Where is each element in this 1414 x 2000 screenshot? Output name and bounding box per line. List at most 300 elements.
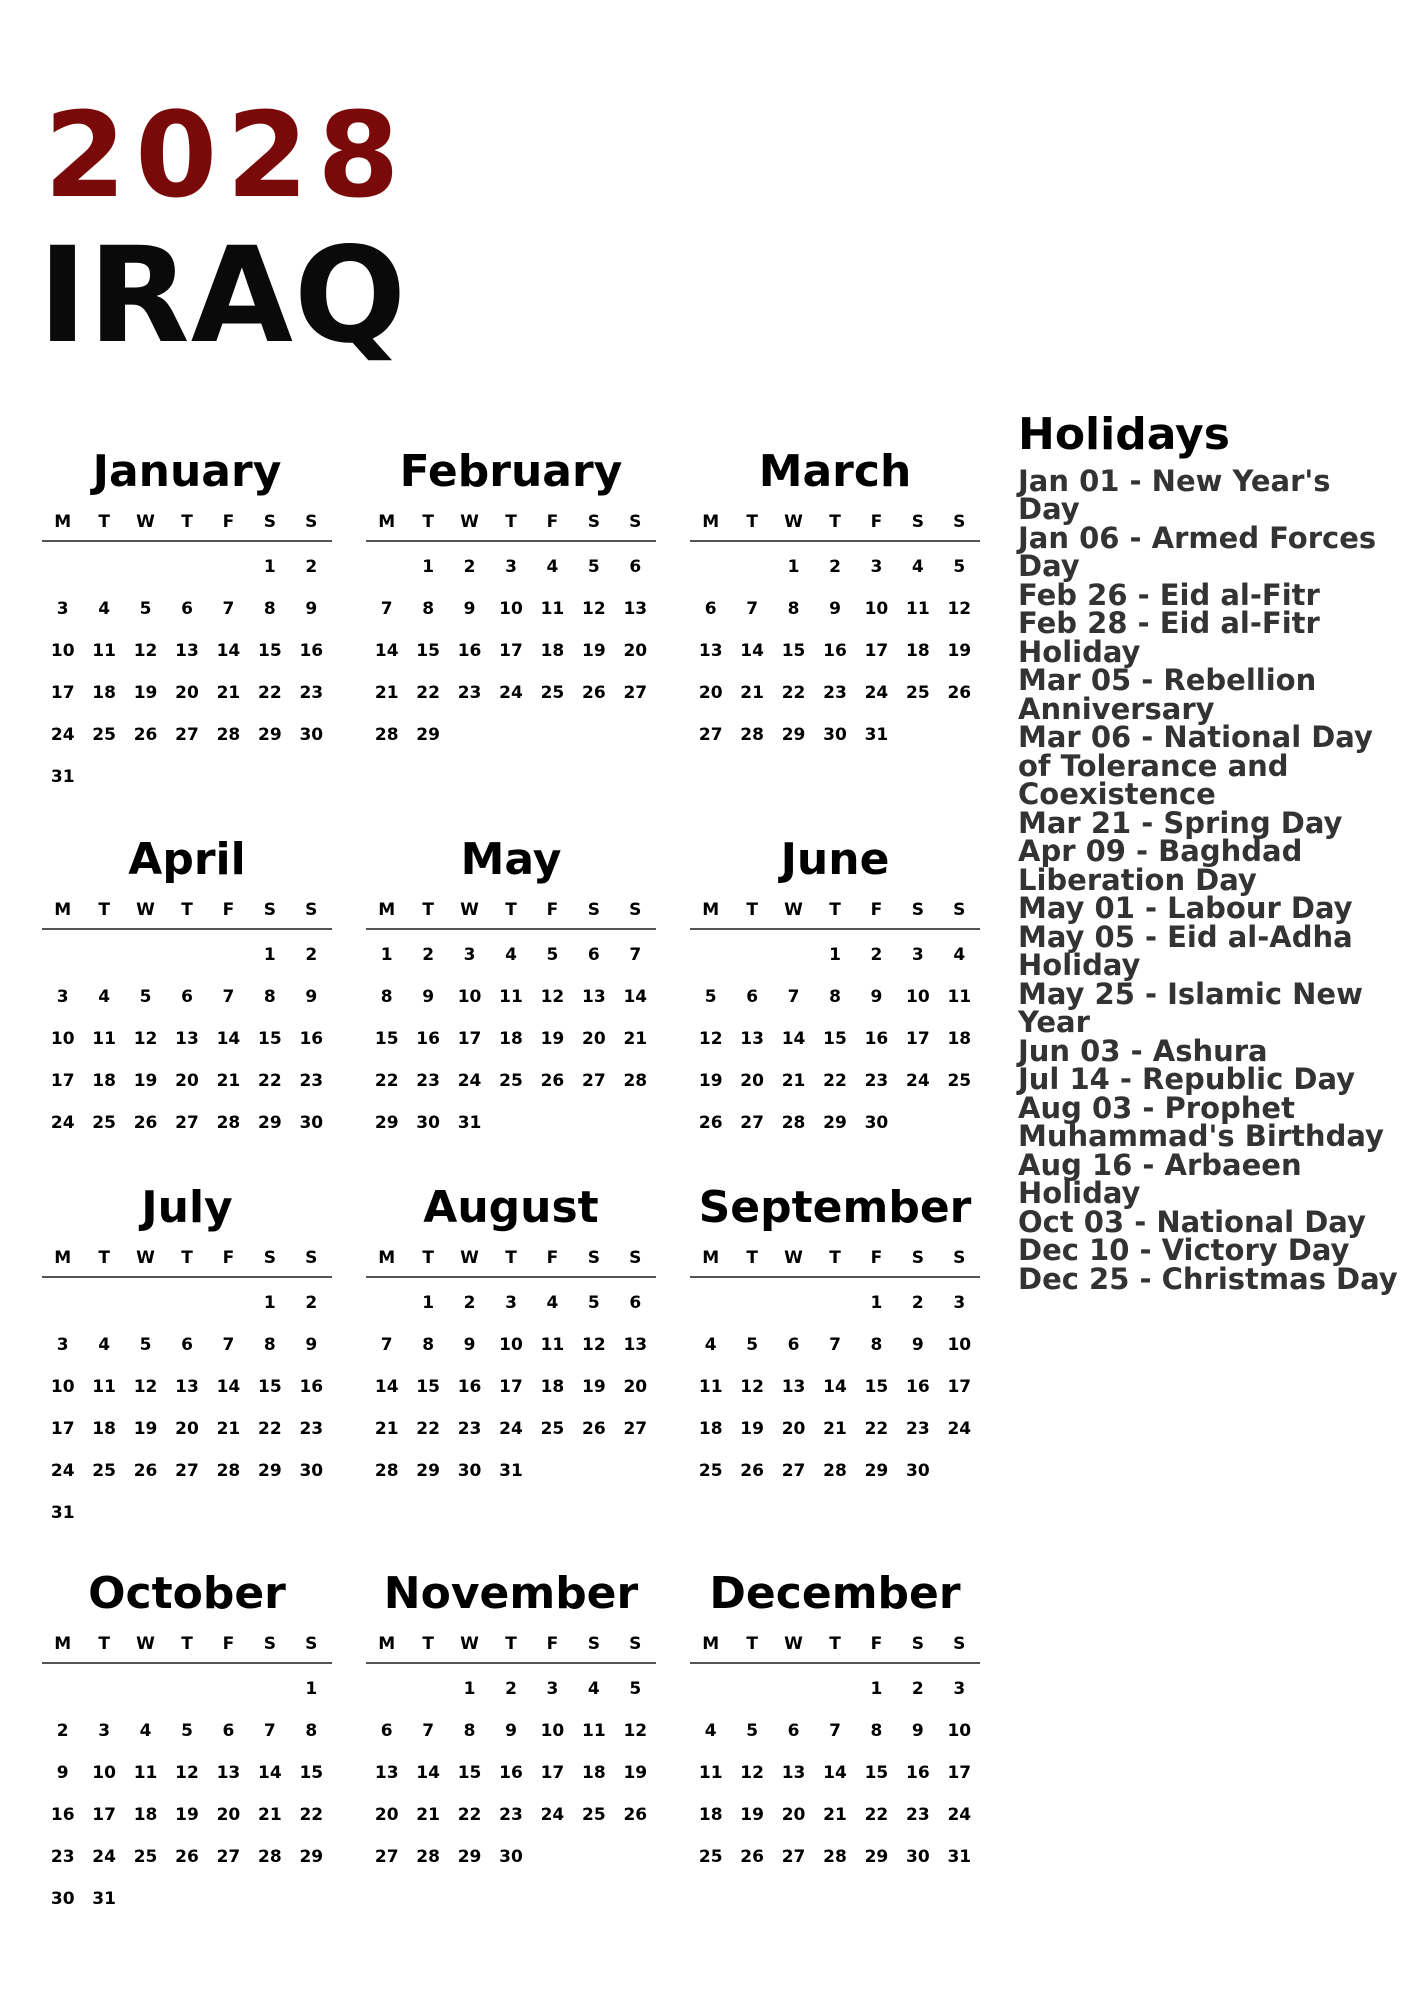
weekday-header: T: [829, 900, 841, 920]
weekday-header: W: [460, 512, 479, 532]
day-cell: 20: [175, 1419, 199, 1439]
weekday-header: F: [546, 1634, 559, 1654]
day-cell: 13: [175, 1377, 199, 1397]
weekday-header: T: [422, 900, 434, 920]
day-cell: 18: [582, 1763, 606, 1783]
empty-cell: [690, 1282, 731, 1324]
day-cell: 12: [698, 1029, 723, 1049]
day-cell: 8: [870, 1335, 883, 1355]
day-cell: 17: [92, 1805, 116, 1825]
day-cell: 2: [305, 557, 318, 577]
day-cell: 9: [829, 599, 841, 619]
day-cell: 4: [139, 1721, 152, 1741]
day-cell: 3: [56, 987, 69, 1007]
day-cell: 25: [133, 1847, 158, 1867]
day-grid: [42, 930, 332, 1144]
day-cell: 29: [258, 725, 282, 745]
weekday-header: F: [870, 1634, 883, 1654]
day-cell: 9: [305, 1335, 318, 1355]
weekday-header: S: [911, 1248, 924, 1268]
weekday-header: T: [181, 1634, 193, 1654]
day-cell: 9: [305, 599, 318, 619]
day-cell: 2: [463, 1293, 476, 1313]
day-cell: 27: [175, 725, 199, 745]
day-cell: 28: [740, 725, 764, 745]
day-cell: 11: [92, 641, 116, 661]
day-cell: 31: [499, 1461, 523, 1481]
day-cell: 3: [505, 1293, 517, 1313]
day-cell: 22: [864, 1419, 889, 1439]
day-cell: 27: [175, 1113, 199, 1133]
weekday-header: M: [702, 1248, 720, 1268]
day-cell: 22: [258, 683, 282, 703]
day-cell: 29: [823, 1113, 847, 1133]
day-cell: 21: [781, 1071, 806, 1091]
day-cell: 2: [870, 945, 883, 965]
day-cell: 16: [457, 641, 482, 661]
holiday-item: Jan 01 - New Year's Day: [1018, 463, 1331, 527]
day-cell: 20: [623, 1377, 648, 1397]
day-cell: 25: [92, 1461, 116, 1481]
day-cell: 16: [50, 1805, 75, 1825]
day-cell: 17: [50, 1419, 75, 1439]
empty-cell: [208, 1668, 249, 1710]
empty-cell: [166, 934, 207, 976]
weekday-header: W: [460, 1634, 479, 1654]
day-grid: [42, 1278, 332, 1534]
weekday-header: W: [784, 512, 803, 532]
day-cell: 19: [623, 1763, 648, 1783]
day-cell: 2: [305, 945, 318, 965]
day-cell: 16: [823, 641, 847, 661]
day-cell: 28: [823, 1461, 847, 1481]
empty-cell: [249, 1668, 290, 1710]
day-cell: 1: [870, 1293, 883, 1313]
day-cell: 18: [540, 1377, 565, 1397]
holiday-item: Aug 03 - Prophet Muhammad's Birthday: [1018, 1090, 1384, 1154]
holiday-item: Mar 05 - Rebellion Anniversary: [1018, 663, 1317, 726]
weekday-header-row: [690, 1626, 980, 1664]
day-cell: 14: [374, 1377, 399, 1397]
day-cell: 24: [499, 683, 523, 703]
day-cell: 5: [953, 557, 966, 577]
day-cell: 20: [740, 1071, 764, 1091]
weekday-header-row: [366, 504, 656, 542]
day-cell: 26: [175, 1847, 199, 1867]
day-cell: 7: [222, 599, 235, 619]
empty-cell: [690, 934, 731, 976]
weekday-header: F: [870, 1248, 883, 1268]
weekday-header: S: [263, 1248, 276, 1268]
empty-cell: [690, 546, 731, 588]
weekday-header: T: [181, 900, 193, 920]
weekday-header: F: [222, 900, 235, 920]
empty-cell: [125, 1668, 166, 1710]
day-cell: 18: [698, 1805, 723, 1825]
weekday-header: S: [587, 1248, 600, 1268]
day-cell: 15: [299, 1763, 324, 1783]
month-name: January: [92, 446, 282, 497]
holiday-item: Feb 26 - Eid al-Fitr: [1018, 577, 1320, 612]
weekday-header: S: [305, 900, 318, 920]
day-cell: 25: [499, 1071, 523, 1091]
day-cell: 28: [374, 1461, 399, 1481]
day-cell: 17: [947, 1377, 972, 1397]
month-name: September: [698, 1182, 972, 1233]
day-cell: 7: [829, 1335, 841, 1355]
day-cell: 10: [92, 1763, 116, 1783]
day-cell: 18: [947, 1029, 972, 1049]
day-cell: 15: [416, 641, 440, 661]
empty-cell: [731, 546, 772, 588]
weekday-header-row: [690, 892, 980, 930]
day-cell: 7: [787, 987, 800, 1007]
day-cell: 15: [457, 1763, 482, 1783]
day-cell: 11: [947, 987, 972, 1007]
day-cell: 8: [463, 1721, 476, 1741]
day-cell: 23: [299, 683, 324, 703]
empty-cell: [42, 1282, 83, 1324]
holiday-item: Jun 03 - Ashura: [1018, 1033, 1268, 1068]
day-cell: 10: [540, 1721, 565, 1741]
day-cell: 28: [216, 1113, 241, 1133]
day-cell: 25: [92, 725, 116, 745]
day-cell: 17: [947, 1763, 972, 1783]
day-cell: 6: [222, 1721, 235, 1741]
day-cell: 1: [829, 945, 841, 965]
day-grid: [690, 542, 980, 756]
day-cell: 4: [911, 557, 924, 577]
day-cell: 30: [864, 1113, 889, 1133]
weekday-header: M: [702, 900, 720, 920]
day-cell: 26: [582, 1419, 606, 1439]
day-grid: [42, 542, 332, 798]
day-cell: 4: [98, 987, 111, 1007]
day-cell: 9: [463, 599, 476, 619]
empty-cell: [366, 1282, 407, 1324]
month-january: [42, 440, 332, 798]
weekday-header: M: [54, 1634, 72, 1654]
day-cell: 25: [540, 683, 565, 703]
day-cell: 24: [906, 1071, 930, 1091]
day-cell: 19: [698, 1071, 723, 1091]
day-cell: 21: [416, 1805, 440, 1825]
day-cell: 27: [582, 1071, 606, 1091]
day-cell: 12: [740, 1377, 764, 1397]
day-cell: 13: [698, 641, 723, 661]
day-cell: 22: [258, 1071, 282, 1091]
empty-cell: [208, 546, 249, 588]
day-cell: 19: [133, 683, 158, 703]
day-cell: 15: [823, 1029, 847, 1049]
day-cell: 1: [870, 1679, 883, 1699]
day-cell: 15: [374, 1029, 399, 1049]
day-cell: 25: [947, 1071, 972, 1091]
day-cell: 23: [299, 1419, 324, 1439]
day-cell: 6: [629, 1293, 642, 1313]
day-cell: 12: [623, 1721, 648, 1741]
day-cell: 30: [416, 1113, 440, 1133]
day-grid: [366, 1664, 656, 1878]
day-cell: 11: [92, 1029, 116, 1049]
empty-cell: [773, 934, 814, 976]
day-cell: 30: [299, 1461, 324, 1481]
day-cell: 25: [92, 1113, 116, 1133]
day-cell: 18: [540, 641, 565, 661]
weekday-header: M: [378, 900, 396, 920]
day-cell: 6: [181, 987, 193, 1007]
day-cell: 2: [422, 945, 435, 965]
weekday-header: T: [505, 900, 517, 920]
day-cell: 20: [623, 641, 648, 661]
day-cell: 29: [416, 725, 440, 745]
weekday-header: W: [136, 512, 155, 532]
day-cell: 17: [457, 1029, 482, 1049]
day-cell: 6: [181, 599, 193, 619]
day-cell: 2: [56, 1721, 69, 1741]
day-cell: 21: [216, 1419, 241, 1439]
empty-cell: [366, 1668, 407, 1710]
month-name: February: [399, 446, 623, 497]
day-cell: 17: [50, 683, 75, 703]
day-cell: 13: [175, 1029, 199, 1049]
day-cell: 9: [911, 1721, 924, 1741]
day-grid: [366, 1278, 656, 1492]
day-cell: 1: [422, 557, 435, 577]
day-cell: 5: [746, 1721, 759, 1741]
day-cell: 12: [582, 599, 606, 619]
empty-cell: [166, 1668, 207, 1710]
weekday-header: F: [222, 512, 235, 532]
weekday-header-row: [42, 1240, 332, 1278]
day-cell: 18: [92, 1419, 116, 1439]
day-cell: 16: [457, 1377, 482, 1397]
day-cell: 5: [746, 1335, 759, 1355]
day-cell: 8: [787, 599, 800, 619]
day-cell: 15: [258, 1377, 282, 1397]
day-cell: 24: [50, 1113, 75, 1133]
empty-cell: [125, 1282, 166, 1324]
day-cell: 11: [499, 987, 523, 1007]
empty-cell: [690, 1668, 731, 1710]
day-cell: 14: [781, 1029, 806, 1049]
day-cell: 15: [781, 641, 806, 661]
day-cell: 19: [582, 641, 606, 661]
weekday-header: S: [587, 900, 600, 920]
day-cell: 15: [416, 1377, 440, 1397]
weekday-header: T: [505, 1248, 517, 1268]
day-cell: 13: [623, 599, 648, 619]
empty-cell: [731, 1668, 772, 1710]
day-cell: 9: [911, 1335, 924, 1355]
day-cell: 7: [263, 1721, 276, 1741]
holidays-panel: [1018, 409, 1398, 1296]
month-name: April: [128, 834, 246, 885]
weekday-header: T: [505, 1634, 517, 1654]
holiday-item: Jan 06 - Armed Forces Day: [1018, 520, 1377, 584]
holiday-item: Mar 21 - Spring Day: [1018, 805, 1343, 840]
day-cell: 9: [505, 1721, 517, 1741]
weekday-header: F: [546, 512, 559, 532]
day-cell: 27: [698, 725, 723, 745]
day-cell: 12: [540, 987, 565, 1007]
day-cell: 26: [698, 1113, 723, 1133]
day-cell: 13: [623, 1335, 648, 1355]
day-cell: 6: [787, 1721, 800, 1741]
weekday-header: F: [222, 1634, 235, 1654]
month-july: [42, 1176, 332, 1534]
day-cell: 30: [906, 1847, 930, 1867]
empty-cell: [42, 934, 83, 976]
day-cell: 7: [222, 1335, 235, 1355]
month-name: October: [88, 1568, 286, 1619]
day-cell: 23: [416, 1071, 440, 1091]
day-cell: 31: [947, 1847, 972, 1867]
empty-cell: [125, 546, 166, 588]
day-cell: 25: [582, 1805, 606, 1825]
day-cell: 20: [216, 1805, 241, 1825]
day-cell: 27: [216, 1847, 241, 1867]
day-cell: 26: [540, 1071, 565, 1091]
day-cell: 8: [263, 599, 276, 619]
day-cell: 3: [56, 1335, 69, 1355]
day-cell: 7: [222, 987, 235, 1007]
day-cell: 19: [540, 1029, 565, 1049]
weekday-header: S: [587, 1634, 600, 1654]
day-cell: 8: [829, 987, 841, 1007]
day-cell: 27: [781, 1847, 806, 1867]
day-cell: 6: [587, 945, 600, 965]
empty-cell: [83, 934, 124, 976]
day-cell: 23: [299, 1071, 324, 1091]
day-cell: 14: [216, 641, 241, 661]
day-cell: 22: [864, 1805, 889, 1825]
day-cell: 13: [175, 641, 199, 661]
day-cell: 21: [823, 1419, 847, 1439]
day-cell: 8: [870, 1721, 883, 1741]
weekday-header-row: [366, 892, 656, 930]
day-cell: 13: [781, 1763, 806, 1783]
day-cell: 4: [505, 945, 517, 965]
day-cell: 14: [216, 1377, 241, 1397]
weekday-header-row: [690, 1240, 980, 1278]
day-cell: 3: [870, 557, 883, 577]
day-cell: 10: [947, 1721, 972, 1741]
day-cell: 30: [299, 725, 324, 745]
day-cell: 5: [629, 1679, 642, 1699]
day-cell: 18: [698, 1419, 723, 1439]
weekday-header: T: [98, 1634, 110, 1654]
day-cell: 20: [374, 1805, 399, 1825]
day-cell: 31: [50, 1503, 75, 1523]
day-cell: 11: [698, 1763, 723, 1783]
day-cell: 16: [299, 641, 324, 661]
day-cell: 13: [582, 987, 606, 1007]
empty-cell: [814, 1282, 855, 1324]
day-cell: 30: [823, 725, 847, 745]
day-grid: [690, 930, 980, 1144]
day-cell: 8: [305, 1721, 318, 1741]
day-cell: 3: [56, 599, 69, 619]
day-cell: 7: [629, 945, 642, 965]
day-cell: 22: [416, 683, 440, 703]
day-cell: 27: [623, 683, 648, 703]
weekday-header: M: [54, 1248, 72, 1268]
day-cell: 5: [181, 1721, 193, 1741]
day-cell: 15: [864, 1377, 889, 1397]
holiday-item: Feb 28 - Eid al-Fitr Holiday: [1018, 606, 1320, 669]
day-cell: 25: [540, 1419, 565, 1439]
day-cell: 20: [781, 1419, 806, 1439]
holiday-item: Apr 09 - Baghdad Liberation Day: [1018, 834, 1303, 897]
day-cell: 11: [92, 1377, 116, 1397]
weekday-header-row: [42, 892, 332, 930]
day-cell: 4: [587, 1679, 600, 1699]
month-may: [366, 828, 656, 1144]
month-name: May: [460, 834, 562, 885]
day-cell: 6: [181, 1335, 193, 1355]
day-cell: 20: [175, 1071, 199, 1091]
day-cell: 6: [629, 557, 642, 577]
holiday-item: Dec 10 - Victory Day: [1018, 1233, 1350, 1268]
day-cell: 8: [422, 1335, 435, 1355]
empty-cell: [83, 546, 124, 588]
day-cell: 12: [740, 1763, 764, 1783]
day-cell: 24: [457, 1071, 482, 1091]
day-cell: 21: [374, 683, 399, 703]
weekday-header: W: [136, 1248, 155, 1268]
day-cell: 10: [50, 1377, 75, 1397]
day-cell: 4: [704, 1335, 717, 1355]
day-cell: 14: [823, 1377, 847, 1397]
day-cell: 14: [416, 1763, 440, 1783]
weekday-header-row: [42, 1626, 332, 1664]
day-cell: 14: [216, 1029, 241, 1049]
weekday-header: W: [136, 900, 155, 920]
day-cell: 21: [740, 683, 764, 703]
holiday-item: Dec 25 - Christmas Day: [1018, 1261, 1398, 1296]
day-cell: 5: [546, 945, 559, 965]
day-cell: 16: [864, 1029, 889, 1049]
month-name: July: [141, 1182, 233, 1233]
day-cell: 28: [416, 1847, 440, 1867]
day-cell: 15: [864, 1763, 889, 1783]
weekday-header: T: [422, 1248, 434, 1268]
day-cell: 7: [380, 1335, 393, 1355]
day-cell: 24: [864, 683, 889, 703]
day-cell: 28: [823, 1847, 847, 1867]
empty-cell: [166, 546, 207, 588]
day-cell: 24: [50, 725, 75, 745]
weekday-header: T: [98, 900, 110, 920]
weekday-header: S: [911, 512, 924, 532]
empty-cell: [83, 1668, 124, 1710]
day-cell: 23: [864, 1071, 889, 1091]
day-cell: 27: [740, 1113, 764, 1133]
month-june: [690, 828, 980, 1144]
day-cell: 1: [463, 1679, 476, 1699]
day-cell: 26: [133, 1113, 158, 1133]
day-cell: 20: [698, 683, 723, 703]
day-cell: 29: [457, 1847, 482, 1867]
weekday-header: S: [911, 1634, 924, 1654]
day-cell: 24: [499, 1419, 523, 1439]
empty-cell: [42, 1668, 83, 1710]
holiday-item: Mar 06 - National Day of Tolerance and Coexistence: [1018, 720, 1373, 812]
month-april: [42, 828, 332, 1144]
day-cell: 4: [546, 557, 559, 577]
month-august: [366, 1176, 656, 1492]
